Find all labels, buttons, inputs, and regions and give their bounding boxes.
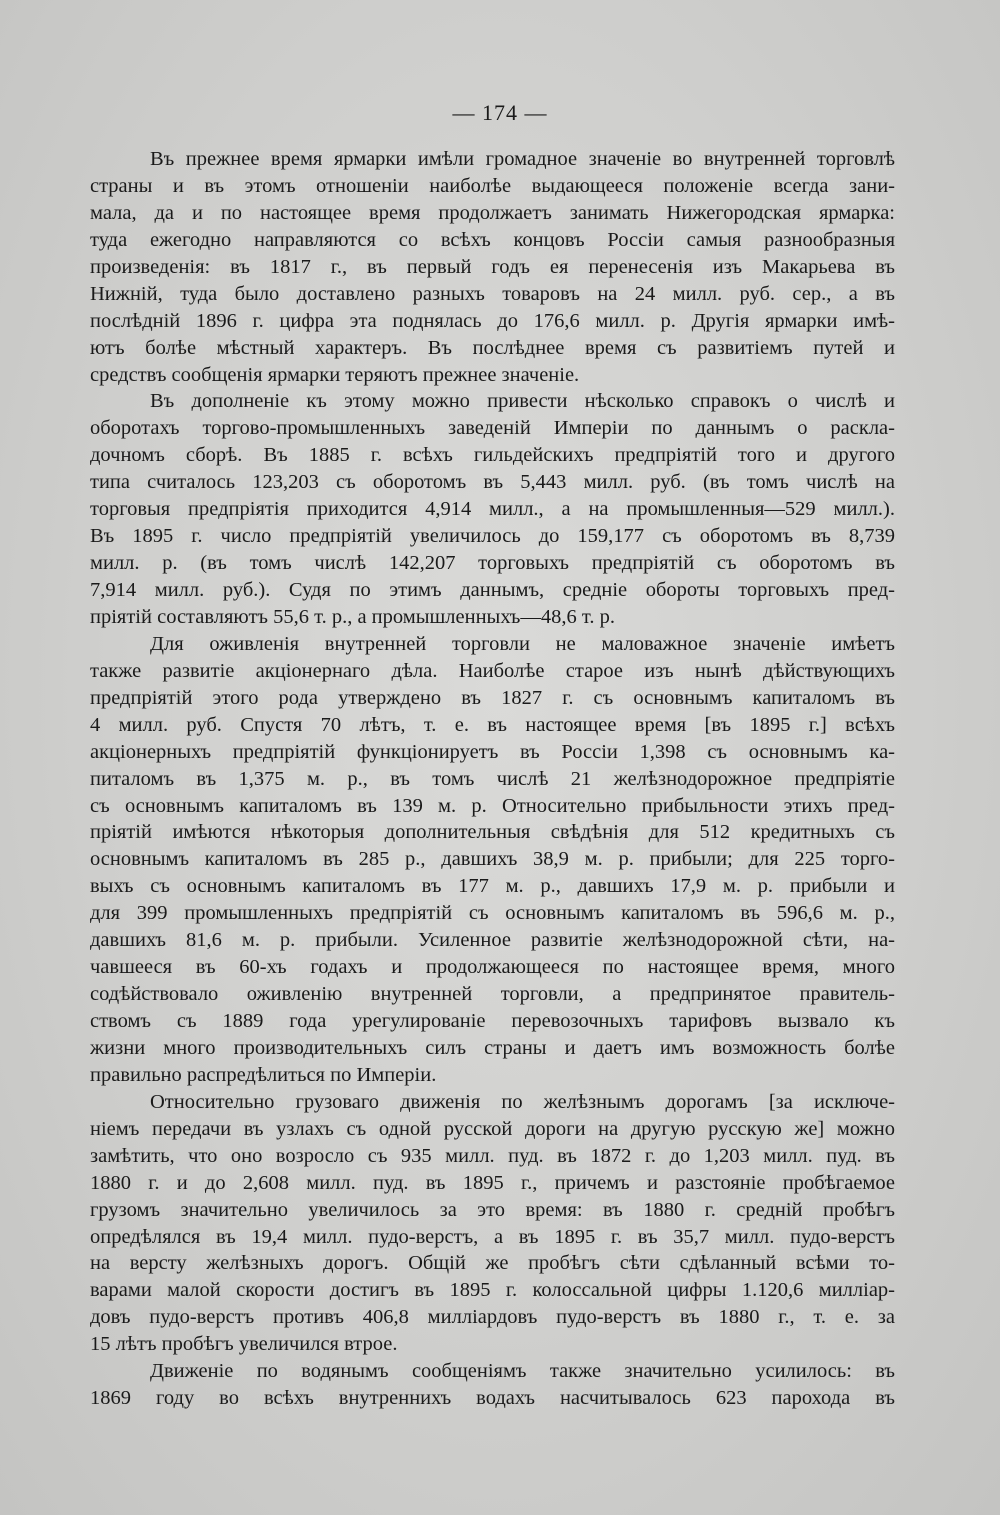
- text-line: питаломъ въ 1,375 м. р., въ томъ числѣ 21 желѣзнодорожное предпріятіе: [90, 767, 895, 790]
- page-number: — 174 —: [452, 100, 548, 125]
- text-line: на версту желѣзныхъ дорогъ. Общій же пробѣгъ сѣти сдѣланный всѣми то-: [90, 1252, 895, 1275]
- text-line: варами малой скорости достигъ въ 1895 г. колоссальной цифры 1.120,6 милліар-: [90, 1279, 895, 1302]
- text-line: торговыя предпріятія приходится 4,914 милл., а на промышленныя—529 милл.).: [90, 498, 895, 521]
- text-line: предпріятій этого рода утверждено въ 1827 г. съ основнымъ капиталомъ въ: [90, 686, 895, 709]
- text-line: страны и въ этомъ отношеніи наиболѣе выдающееся положеніе всегда зани-: [90, 174, 895, 197]
- text-line: Нижній, туда было доставлено разныхъ товаровъ на 24 милл. руб. сер., а въ: [90, 282, 895, 305]
- text-line: Въ дополненіе къ этому можно привести нѣсколько справокъ о числѣ и: [150, 390, 895, 413]
- text-line: Относительно грузоваго движенія по желѣзнымъ дорогамъ [за исключе-: [150, 1090, 895, 1113]
- text-line: милл. р. (въ томъ числѣ 142,207 торговыхъ предпріятій съ оборотомъ въ: [90, 552, 895, 575]
- body-text: [90, 146, 895, 1412]
- text-line: грузомъ значительно увеличилось за это время: въ 1880 г. средній пробѣгъ: [90, 1198, 895, 1221]
- text-line: содѣйствовало оживленію внутренней торговли, а предпринятое правитель-: [90, 983, 895, 1006]
- text-line: 4 милл. руб. Спустя 70 лѣтъ, т. е. въ настоящее время [въ 1895 г.] всѣхъ: [90, 713, 895, 736]
- text-line: мала, да и по настоящее время продолжаетъ занимать Нижегородская ярмарка:: [90, 201, 895, 224]
- text-line: чавшееся въ 60-хъ годахъ и продолжающееся по настоящее время, много: [90, 956, 895, 979]
- text-line: довъ пудо-верстъ противъ 406,8 милліардовъ пудо-верстъ въ 1880 г., т. е. за: [90, 1306, 895, 1329]
- text-line: оборотахъ торгово-промышленныхъ заведеній Имперіи по даннымъ о раскла-: [90, 417, 895, 440]
- text-line: Для оживленія внутренней торговли не маловажное значеніе имѣетъ: [150, 632, 895, 655]
- text-line: ютъ болѣе мѣстный характеръ. Въ послѣднее время съ развитіемъ путей и: [90, 336, 895, 359]
- text-line: туда ежегодно направляются со всѣхъ концовъ Россіи самыя разнообразныя: [90, 228, 895, 251]
- text-line: съ основнымъ капиталомъ въ 139 м. р. Относительно прибыльности этихъ пред-: [90, 794, 895, 817]
- text-line: пріятій составляютъ 55,6 т. р., а промышленныхъ—48,6 т. р.: [90, 605, 615, 628]
- text-line: 1869 году во всѣхъ внутреннихъ водахъ насчитывалось 623 парохода въ: [90, 1387, 895, 1410]
- text-line: основнымъ капиталомъ въ 285 р., давшихъ 38,9 м. р. прибыли; для 225 торго-: [90, 848, 895, 871]
- text-line: выхъ съ основнымъ капиталомъ въ 177 м. р., давшихъ 17,9 м. р. прибыли и: [90, 875, 895, 898]
- text-line: для 399 промышленныхъ предпріятій съ основнымъ капиталомъ въ 596,6 м. р.,: [90, 902, 895, 925]
- text-line: акціонерныхъ предпріятій функціонируетъ въ Россіи 1,398 съ основнымъ ка-: [90, 740, 895, 763]
- text-line: средствъ сообщенія ярмарки теряютъ прежнее значеніе.: [90, 363, 580, 386]
- text-line: 1880 г. и до 2,608 милл. пуд. въ 1895 г., причемъ и разстояніе пробѣгаемое: [90, 1171, 895, 1194]
- text-line: правильно распредѣлиться по Имперіи.: [90, 1063, 437, 1086]
- text-line: 7,914 милл. руб.). Судя по этимъ даннымъ, средніе обороты торговыхъ пред-: [90, 579, 895, 601]
- text-line: послѣдній 1896 г. цифра эта поднялась до 176,6 милл. р. Другія ярмарки имѣ-: [90, 309, 895, 332]
- text-line: жизни много производительныхъ силъ страны и даетъ имъ возможность болѣе: [90, 1036, 895, 1059]
- text-line: Въ 1895 г. число предпріятій увеличилось до 159,177 съ оборотомъ въ 8,739: [90, 525, 895, 548]
- text-line: ствомъ съ 1889 года урегулированіе перевозочныхъ тарифовъ вызвало къ: [90, 1010, 895, 1032]
- text-line: типа считалось 123,203 съ оборотомъ въ 5,443 милл. руб. (въ томъ числѣ на: [90, 471, 895, 494]
- text-line: Въ прежнее время ярмарки имѣли громадное значеніе во внутренней торговлѣ: [150, 148, 895, 170]
- text-line: 15 лѣтъ пробѣгъ увеличился втрое.: [90, 1333, 398, 1356]
- text-line: ніемъ передачи въ узлахъ съ одной русской дороги на другую русскую же] можно: [90, 1117, 895, 1140]
- text-line: давшихъ 81,6 м. р. прибыли. Усиленное развитіе желѣзнодорожной сѣти, на-: [90, 929, 895, 952]
- text-line: опредѣлялся въ 19,4 милл. пудо-верстъ, а въ 1895 г. въ 35,7 милл. пудо-верстъ: [90, 1225, 895, 1248]
- text-line: Движеніе по водянымъ сообщеніямъ также значительно усилилось: въ: [150, 1360, 895, 1383]
- text-line: дочномъ сборѣ. Въ 1885 г. всѣхъ гильдейскихъ предпріятій того и другого: [90, 444, 895, 467]
- text-line: также развитіе акціонернаго дѣла. Наиболѣе старое изъ нынѣ дѣйствующихъ: [90, 659, 895, 682]
- text-line: произведенія: въ 1817 г., въ первый годъ ея перенесенія изъ Макарьева въ: [90, 255, 895, 278]
- text-line: пріятій имѣются нѣкоторыя дополнительныя свѣдѣнія для 512 кредитныхъ съ: [90, 821, 895, 844]
- text-line: замѣтить, что оно возросло съ 935 милл. пуд. въ 1872 г. до 1,203 милл. пуд. въ: [90, 1144, 895, 1167]
